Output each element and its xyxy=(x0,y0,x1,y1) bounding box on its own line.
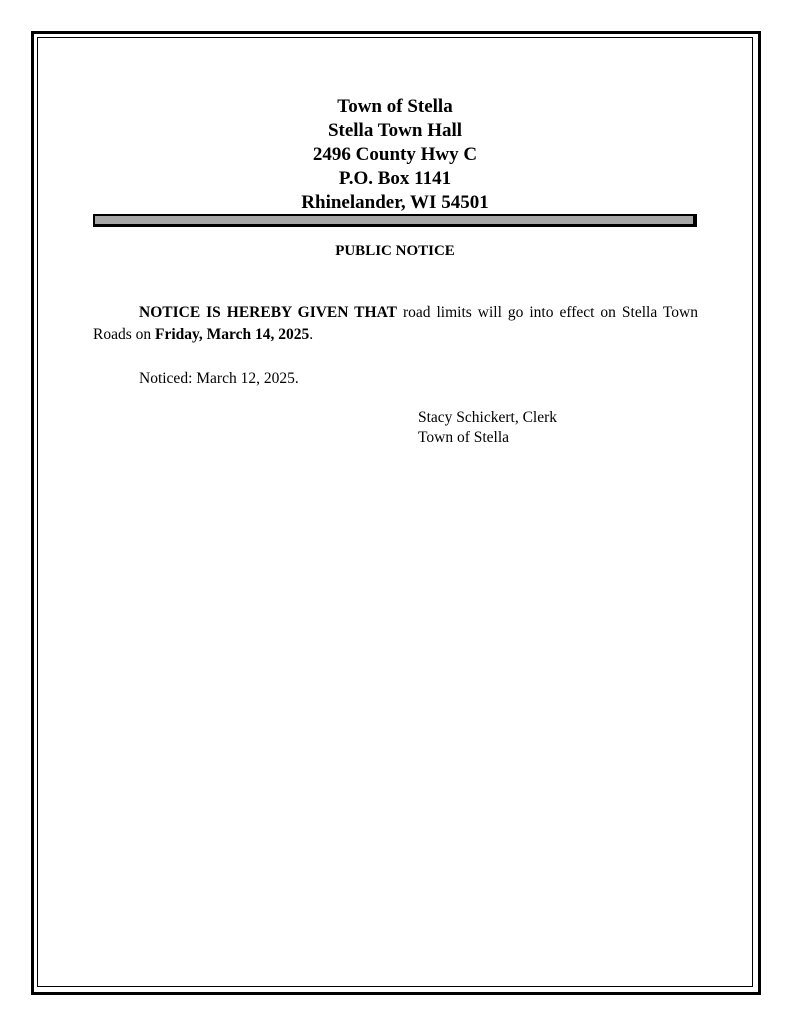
noticed-date: Noticed: March 12, 2025. xyxy=(139,370,299,387)
letterhead-town-name: Town of Stella xyxy=(337,96,453,117)
notice-effective-date: Friday, March 14, 2025 xyxy=(155,326,310,343)
letterhead-divider xyxy=(93,214,697,227)
letterhead-street-address: 2496 County Hwy C xyxy=(312,144,478,165)
notice-text: road limits will go into effect on Stella Town Roads on xyxy=(93,304,699,343)
letterhead xyxy=(40,95,750,215)
notice-body xyxy=(93,302,698,346)
letterhead-city-state-zip: Rhinelander, WI 54501 xyxy=(301,192,489,213)
signature-org: Town of Stella xyxy=(418,429,510,446)
letterhead-po-box: P.O. Box 1141 xyxy=(338,168,452,189)
signature-block xyxy=(418,408,557,448)
signature-name: Stacy Schickert, Clerk xyxy=(418,409,558,426)
notice-lead: NOTICE IS HEREBY GIVEN THAT xyxy=(139,304,397,321)
letterhead-hall-name: Stella Town Hall xyxy=(327,120,463,141)
notice-period: . xyxy=(309,326,314,343)
notice-title: PUBLIC NOTICE xyxy=(335,243,455,259)
